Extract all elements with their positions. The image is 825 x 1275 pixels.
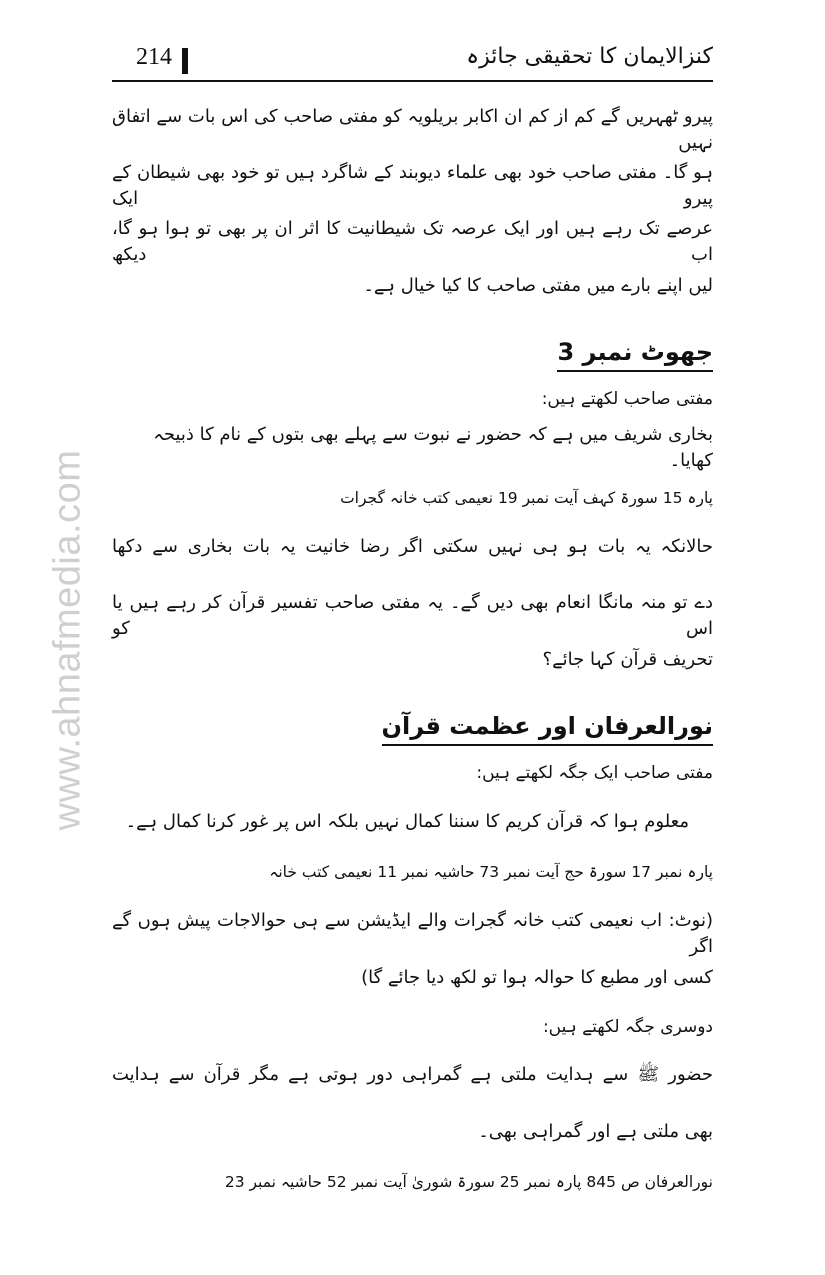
quote-line: معلوم ہوا کہ قرآن کریم کا سننا کمال نہیں بلکہ اس پر غور کرنا کمال ہے۔ — [125, 811, 689, 832]
section-heading: نورالعرفان اور عظمت قرآن — [382, 712, 713, 746]
text-line: ہو گا۔ مفتی صاحب خود بھی علماء دیوبند کے شاگرد ہیں تو خود بھی شیطان کے پیرو ایک — [112, 162, 713, 209]
book-title: کنزالایمان کا تحقیقی جائزہ — [466, 44, 713, 69]
page-number-bar — [182, 48, 188, 74]
text-line: تحریف قرآن کہا جائے؟ — [542, 649, 713, 670]
text-line: پیرو ٹھہریں گے کم از کم ان اکابر بریلویہ کو مفتی صاحب کی اس بات سے اتفاق نہیں — [112, 106, 713, 153]
quote-line: حضور ﷺ سے ہدایت ملتی ہے گمراہی دور ہوتی ہے مگر قرآن سے ہدایت — [112, 1064, 713, 1085]
text-line: دے تو منہ مانگا انعام بھی دیں گے۔ یہ مفتی صاحب تفسیر قرآن کر رہے ہیں یا اس کو — [112, 592, 713, 639]
text-line: لیں اپنے بارے میں مفتی صاحب کا کیا خیال ہے۔ — [363, 275, 713, 296]
page-number: 214 — [136, 44, 172, 70]
section-heading-wrap — [112, 688, 713, 752]
section-intro: دوسری جگہ لکھتے ہیں: — [542, 1017, 713, 1037]
page-header — [112, 40, 713, 82]
header-divider — [112, 80, 713, 82]
section-intro: مفتی صاحب ایک جگہ لکھتے ہیں: — [476, 763, 713, 783]
quote-line: بھی ملتی ہے اور گمراہی بھی۔ — [478, 1121, 713, 1142]
reference-line: نورالعرفان ص 845 پارہ نمبر 25 سورۃ شوریٰ آیت نمبر 52 حاشیہ نمبر 23 — [224, 1173, 713, 1191]
section-intro: مفتی صاحب لکھتے ہیں: — [541, 389, 713, 409]
text-line: حالانکہ یہ بات ہو ہی نہیں سکتی اگر رضا خانیت یہ بات بخاری سے دکھا — [112, 536, 713, 557]
note-line: (نوٹ: اب نعیمی کتب خانہ گجرات والے ایڈیشن سے ہی حوالاجات پیش ہوں گے اگر — [112, 910, 713, 957]
page-body — [112, 90, 713, 1204]
reference-line: پارہ 15 سورۃ کہف آیت نمبر 19 نعیمی کتب خانہ گجرات — [340, 489, 713, 507]
section-heading-wrap — [112, 314, 713, 378]
quote-line: بخاری شریف میں ہے کہ حضور نے نبوت سے پہلے بھی بتوں کے نام کا ذبیحہ کھایا۔ — [153, 424, 713, 471]
website-watermark: www.ahnafmedia.com — [46, 449, 89, 831]
reference-line: پارہ نمبر 17 سورۃ حج آیت نمبر 73 حاشیہ نمبر 11 نعیمی کتب خانہ — [269, 863, 713, 881]
note-line: کسی اور مطبع کا حوالہ ہوا تو لکھ دیا جائے گا) — [361, 967, 713, 988]
section-heading: جھوٹ نمبر 3 — [557, 338, 713, 372]
text-line: عرصے تک رہے ہیں اور ایک عرصہ تک شیطانیت کا اثر ان پر بھی تو ہوا ہو گا، اب دیکھ — [112, 218, 713, 265]
